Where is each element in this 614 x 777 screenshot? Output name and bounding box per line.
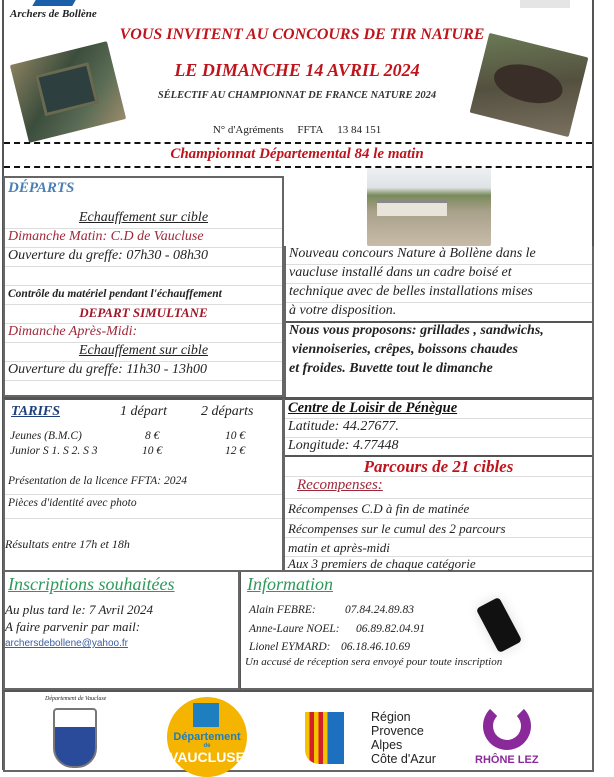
championnat-banner: Championnat Départemental 84 le matin (170, 146, 424, 162)
deadline: Au plus tard le: 7 Avril 2024 (5, 602, 154, 617)
departs-row: DEPART SIMULTANE (5, 305, 282, 324)
v-logo-icon (193, 703, 219, 727)
title: VOUS INVITENT AU CONCOURS DE TIR NATURE (119, 26, 485, 43)
logo-text: Département (173, 731, 241, 743)
departs-row: Dimanche Après-Midi: (5, 324, 282, 343)
agrement-org: FFTA (297, 124, 324, 136)
departs-row: Ouverture du greffe: 11h30 - 13h00 (5, 362, 282, 381)
divider (4, 142, 592, 144)
inscriptions-title: Inscriptions souhaitées (8, 574, 175, 594)
description-line: à votre disposition. (286, 303, 592, 323)
contact-phone: 07.84.24.89.83 (345, 604, 414, 616)
region-line: Région (371, 710, 411, 724)
departs-section (3, 176, 284, 397)
ffta-logo (520, 0, 570, 8)
description-line: technique avec de belles installations mises (286, 284, 592, 303)
food-line: viennoiseries, crêpes, boissons chaudes (292, 342, 518, 357)
parcours-title: Parcours de 21 cibles (285, 457, 592, 477)
tarif-price: 10 € (142, 445, 163, 457)
information-section (240, 572, 594, 690)
food-line: Nous vous proposons: grillades , sandwichs, (289, 323, 544, 338)
tarif-price: 10 € (225, 430, 246, 442)
logo-text: VAUCLUSE (169, 749, 245, 765)
agrement-number: 13 84 151 (337, 124, 382, 136)
animal-target-image (35, 62, 99, 116)
rhone-logo-icon (483, 702, 531, 750)
venue-name: Centre de Loisir de Pénègue (285, 400, 592, 419)
tarifs-title: TARIFS (11, 404, 61, 419)
agrement (0, 124, 594, 136)
rhone-logo-text: RHÔNE LEZ (475, 754, 539, 766)
tarif-price: 12 € (225, 445, 246, 457)
departs-row (5, 267, 282, 286)
information-title: Information (247, 574, 334, 594)
departs-row: Echauffement sur cible (5, 343, 282, 362)
contact-phone: 06.18.46.10.69 (341, 641, 410, 653)
tarif-price: 8 € (145, 430, 160, 442)
club-logo (4, 0, 97, 24)
region-line: Provence (371, 724, 424, 738)
licence-note: Présentation de la licence FFTA: 2024 (5, 475, 282, 495)
inscriptions-section (3, 572, 240, 690)
tarifs-col-2: 2 départs (201, 404, 254, 419)
region-text (371, 710, 436, 766)
region-line: Alpes (371, 738, 403, 752)
tarifs-section (3, 397, 284, 572)
tarif-label: Jeunes (B.M.C) (10, 430, 82, 442)
subtitle: SÉLECTIF AU CHAMPIONNAT DE FRANCE NATURE 2024 (157, 90, 437, 101)
recompense-line: Récompenses sur le cumul des 2 parcours (285, 519, 592, 538)
departement-vaucluse-logo (167, 697, 247, 777)
description-line: vaucluse installé dans un cadre boisé et (286, 265, 592, 284)
club-name: Archers de Bollène (10, 8, 97, 20)
contact-name: Alain FEBRE: (249, 604, 316, 616)
departs-row: Contrôle du matériel pendant l'échauffement (5, 286, 282, 305)
divider (4, 166, 592, 168)
phone-icon (476, 597, 522, 653)
contact-name: Anne-Laure NOEL: (249, 623, 340, 635)
recompense-line: Aux 3 premiers de chaque catégorie (288, 556, 476, 571)
departs-row: Dimanche Matin: C.D de Vaucluse (5, 229, 282, 248)
recompense-line: Récompenses C.D à fin de matinée (285, 499, 592, 519)
recompenses-title: Recompenses: (285, 477, 592, 499)
longitude: Longitude: 4.77448 (285, 438, 592, 457)
results-time: Résultats entre 17h et 18h (5, 537, 130, 551)
arrow-logo-icon (32, 0, 75, 6)
sponsors-section (3, 690, 594, 772)
region-paca-crest (305, 712, 361, 764)
boar-image (490, 58, 567, 110)
logo-text: de (203, 743, 211, 749)
mail-label: A faire parvenir par mail: (5, 619, 141, 634)
latitude: Latitude: 44.27677. (285, 419, 592, 438)
food-line: et froides. Buvette tout le dimanche (289, 361, 493, 376)
description-section (284, 246, 594, 397)
venue-photo (367, 168, 491, 246)
contact-name: Lionel EYMARD: (249, 641, 331, 653)
contact-phone: 06.89.82.04.91 (356, 623, 425, 635)
building-image (377, 200, 447, 216)
lieu-section (284, 397, 594, 572)
recompense-line: matin et après-midi (285, 538, 592, 557)
email-link[interactable]: archersdebollene@yahoo.fr (5, 638, 129, 649)
identity-note: Pièces d'identité avec photo (5, 497, 282, 519)
departs-row: Ouverture du greffe: 07h30 - 08h30 (5, 248, 282, 267)
departs-row: Echauffement sur cible (5, 210, 282, 229)
crest-label: Département de Vaucluse (45, 696, 107, 702)
event-date: LE DIMANCHE 14 AVRIL 2024 (174, 60, 420, 80)
description-line: Nouveau concours Nature à Bollène dans le (286, 246, 592, 265)
departs-title: DÉPARTS (8, 180, 75, 196)
tarifs-col-1: 1 départ (120, 404, 168, 419)
agrement-label: N° d'Agréments (212, 124, 284, 136)
bollene-crest-logo (53, 708, 97, 768)
region-line: Côte d'Azur (371, 752, 436, 766)
acknowledgement-note: Un accusé de réception sera envoyé pour toute inscription (245, 656, 503, 668)
tarif-label: Junior S 1. S 2. S 3 (10, 445, 98, 457)
